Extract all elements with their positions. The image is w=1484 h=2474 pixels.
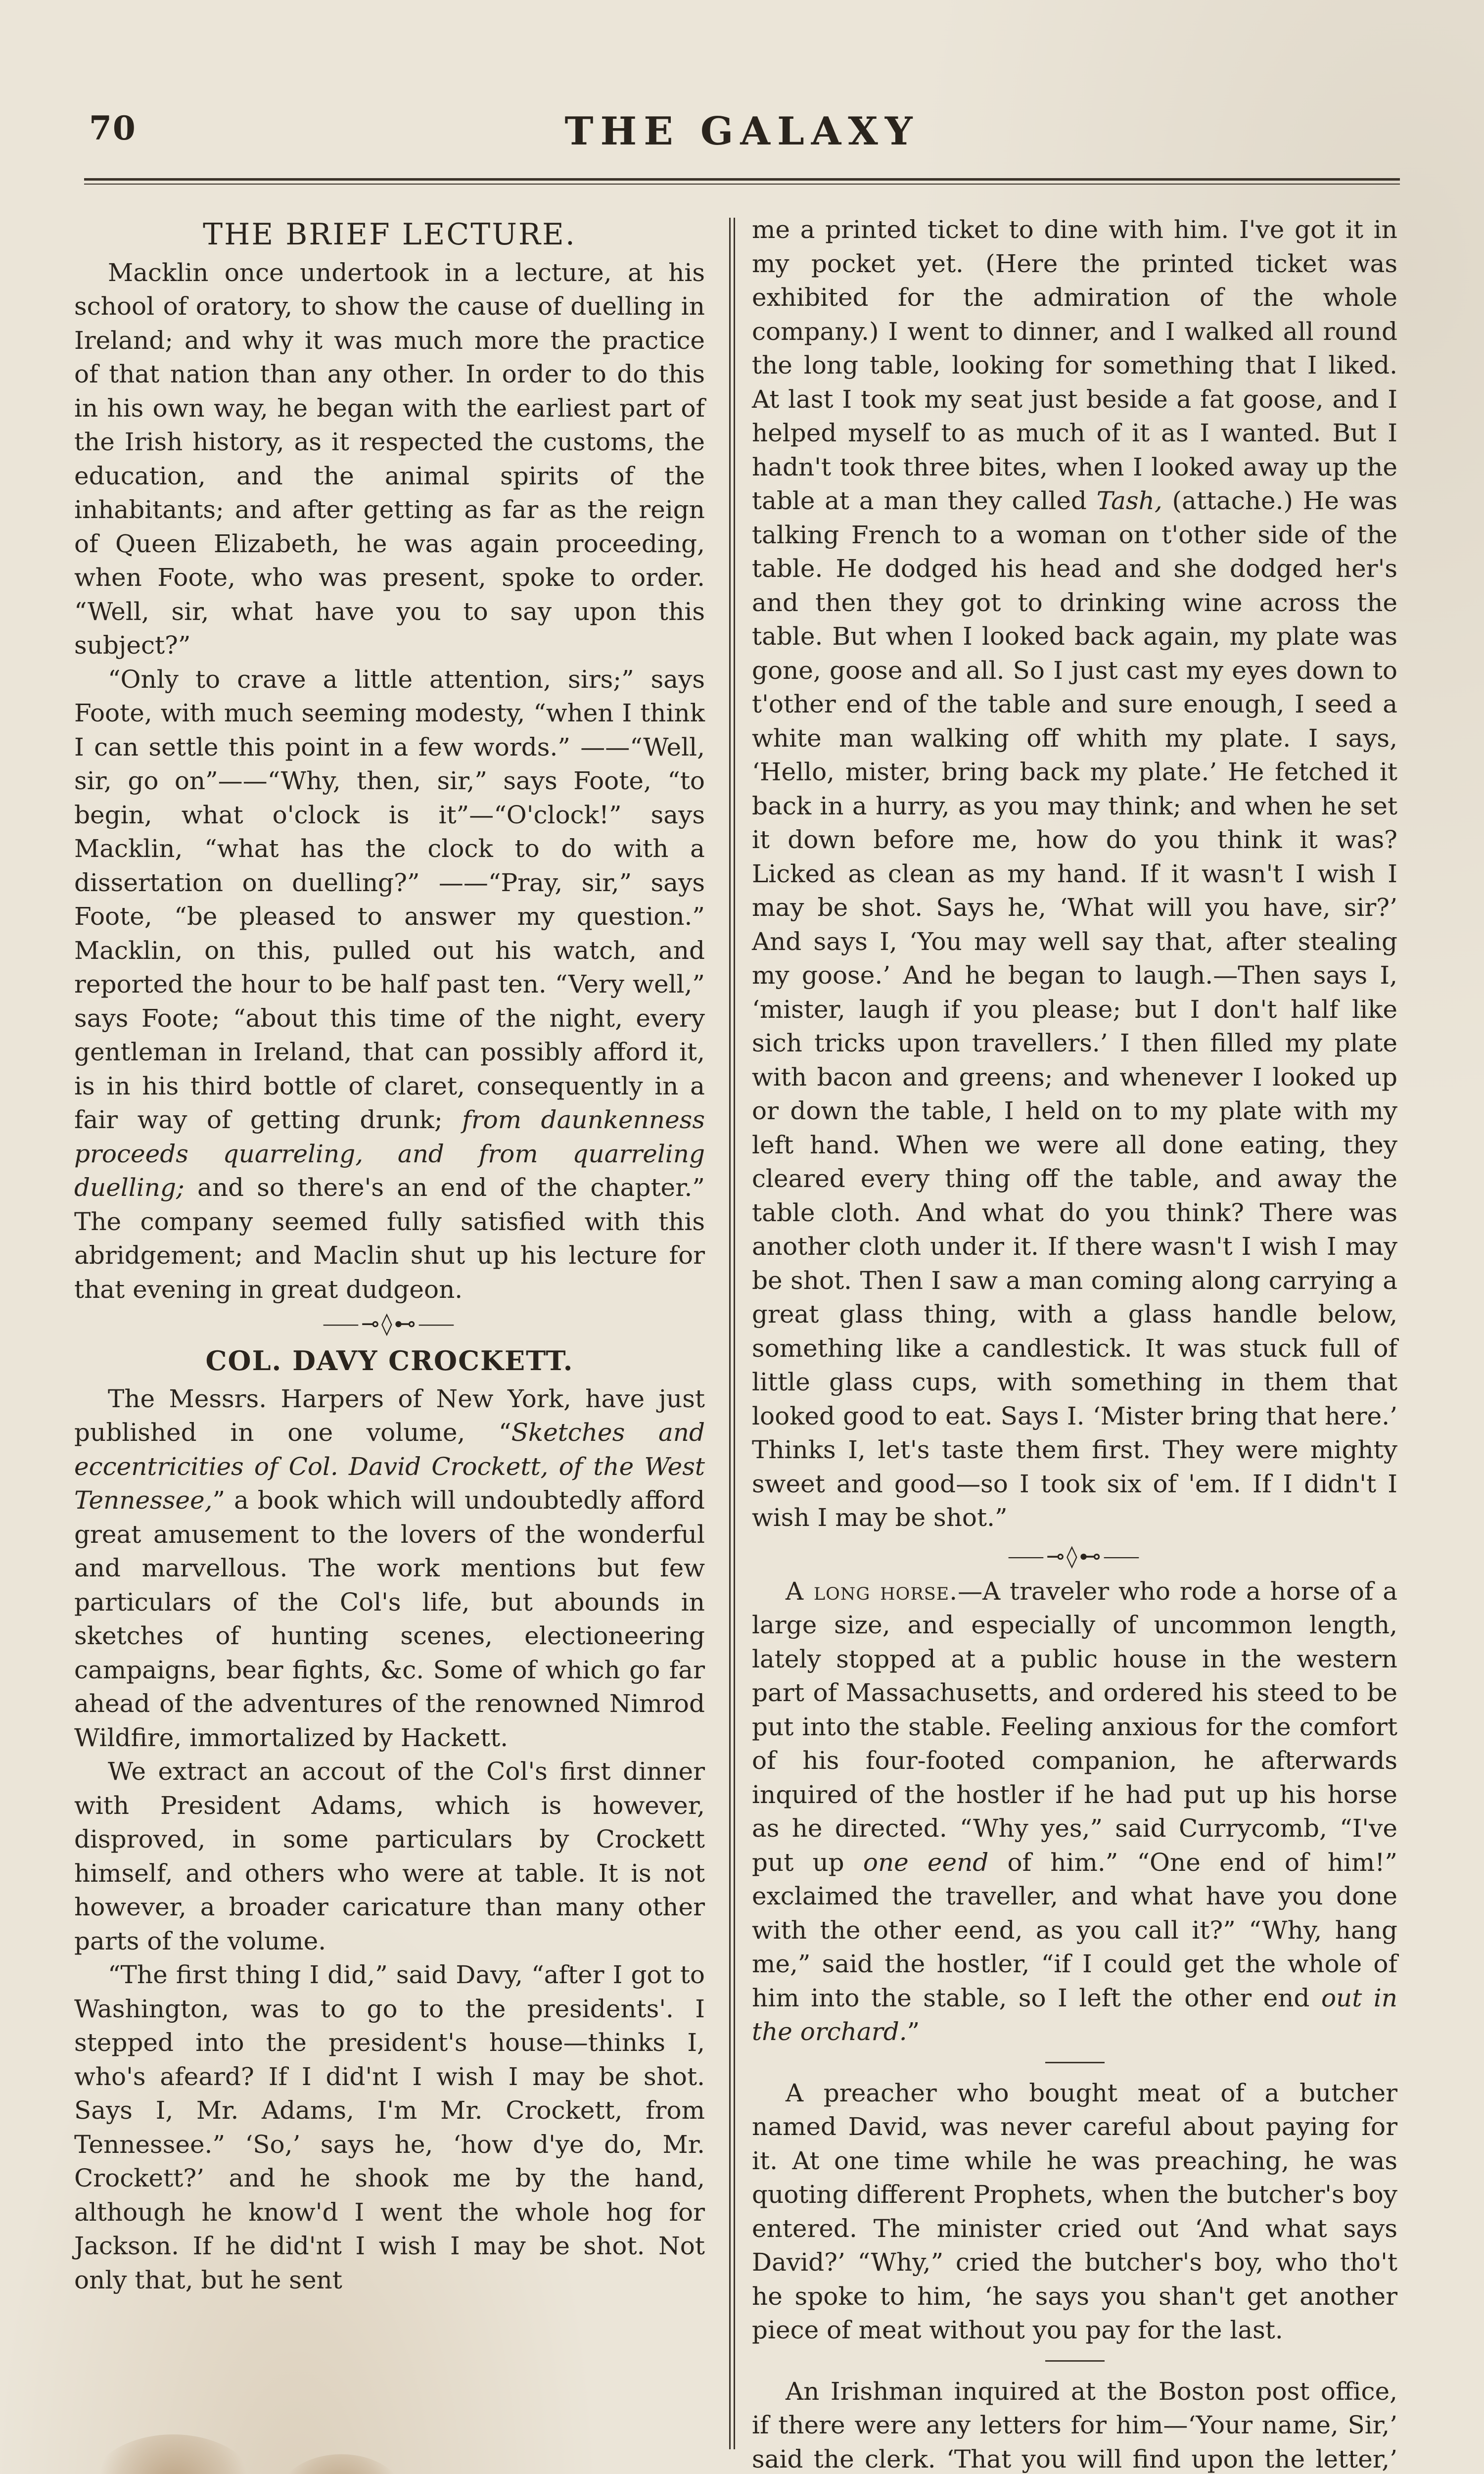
page-header (84, 104, 1400, 163)
section-ornament: ⸺⊸◊⊷⸺ (322, 1311, 457, 1336)
crockett-text: me a printed ticket to dine with him. I've got it in my pocket yet. (Here the printed ticket was exhibited for the admiration of the whole company.) I went to dinner, and I walked all round the long table, looking for something that I liked. At last I took my seat just beside a fat goose, and I helped myself to as much of it as I wanted. But I hadn't took three bites, when I looked away up the table at a man they called (752, 215, 1397, 515)
preacher-paragraph: A preacher who bought meat of a butcher named David, was never careful about paying for it. At one time while he was preaching, he was quoting different Prophets, when the butcher's boy entered. The minister cried out ‘And what says David?’ “Why,” cried the butcher's boy, who tho't he spoke to him, ‘he says you shan't get another piece of meat without you pay for the last. (752, 2078, 1397, 2344)
long-horse-text: —A traveler who rode a horse of a large size, and especially of uncommon length, lately stopped at a public house in the western part of Massachusetts, and ordered his steed to be put into the stable. Feeling anxious for the comfort of his four-footed companion, he afterwards inquired of the hostler if he had put up his horse as he directed. “Why yes,” said Currycomb, “I've put up (752, 1576, 1398, 1877)
section-ornament: ⸺⊸◊⊷⸺ (1007, 1543, 1142, 1569)
brief-lecture-text: “Only to crave a little attention, sirs;” says Foote, with much seeming modesty, “when I think I can settle this point in a few words.” ——“Well, sir, go on”——“Why, then, sir,” says Foote, “to begin, what o'clock is it”—“O'clock!” says Macklin, “what has the clock to do with a dissertation on duelling?” ——“Pray, sir,” says Foote, “be pleased to answer my question.” Macklin, on this, pulled out his watch, and reported the hour to be half past ten. “Very well,” says Foote; “about this time of the night, every gentleman in Ireland, that can possibly afford it, is in his third bottle of claret, consequently in a fair way of getting drunk; (74, 665, 705, 1134)
crockett-book-title: Sketches and eccentricities of Col. David Crockett, of the West Tennessee, (74, 1418, 705, 1515)
crockett-title: COL. DAVY CROCKETT. (205, 1345, 574, 1377)
crockett-paragraph: “The first thing I did,” said Davy, “after I got to Washington, was to go to the presidents'. I stepped into the president's house—thinks I, who's afeard? If I did'nt I wish I may be shot. Says I, Mr. Adams, I'm Mr. Crockett, from Tennessee.” ‘So,’ says he, ‘how d'ye do, Mr. Crockett?’ and he shook me by the hand, although he know'd I went the whole hog for Jackson. If he did'nt I wish I may be shot. Not only that, but he sent (74, 1960, 705, 2294)
crockett-text: ” a book which will undoubtedly afford great amusement to the lovers of the wonderful and marvellous. The work mentions but few particulars of the Col's life, but abounds in sketches of hunting scenes, electioneering campaigns, bear fights, &c. Some of which go far ahead of the adventures of the renowned Nimrod Wildfire, immortalized by Hackett. (74, 1486, 705, 1752)
crockett-italic: Tash, (1096, 486, 1162, 515)
long-horse-italic: one eend (863, 1848, 989, 1877)
long-horse-paragraph (752, 1574, 1397, 2049)
right-column (752, 213, 1397, 2474)
brief-lecture-title: THE BRIEF LECTURE. (203, 217, 576, 252)
long-horse-text: of him.” “One end of him!” exclaimed the traveller, and what have you done with the other eend, as you call it?” “Why, hang me,” said the hostler, “if I could get the whole of him into the stable, so I left the other end (752, 1848, 1397, 2012)
left-column (74, 213, 705, 2297)
section-rule (1045, 2062, 1105, 2063)
brief-lecture-text: and so there's an end of the chapter.” The company seemed fully satisfied with this abridgement; and Maclin shut up his lecture for that evening in great dudgeon. (74, 1173, 705, 1304)
long-horse-italic: out in the orchard. (752, 1983, 1398, 2046)
stain-mark (89, 2434, 257, 2474)
long-horse-text: ” (907, 2017, 920, 2046)
crockett-continuation (752, 213, 1397, 1535)
irishman-paragraph: An Irishman inquired at the Boston post office, if there were any letters for him—‘Your name, Sir,’ said the clerk. ‘That you will find upon the letter,’ (752, 2377, 1397, 2474)
brief-lecture-italic: from daunkenness proceeds quarreling, and from quarreling duelling; (74, 1105, 705, 1202)
section-rule (1045, 2360, 1105, 2362)
brief-lecture-paragraph (74, 663, 705, 1307)
crockett-paragraph: We extract an accout of the Col's first dinner with President Adams, which is however, disproved, in some particulars by Crockett himself, and others who were at table. It is not however, a broader caricature than many other parts of the volume. (74, 1757, 705, 1955)
crockett-paragraph (74, 1382, 705, 1755)
brief-lecture-paragraph: Macklin once undertook in a lecture, at his school of oratory, to show the cause of duelling in Ireland; and why it was much more the practice of that nation than any other. In order to do this in his own way, he began with the earliest part of the Irish history, as it respected the customs, the education, and the animal spirits of the inhabitants; and after getting as far as the reign of Queen Elizabeth, he was again proceeding, when Foote, who was present, spoke to order. “Well, sir, what have you to say upon this subject?” (74, 258, 705, 660)
crockett-text: The Messrs. Harpers of New York, have just published in one volume, “ (74, 1384, 705, 1447)
column-divider (729, 218, 735, 2449)
stain-mark (277, 2454, 406, 2474)
header-rule (84, 178, 1400, 185)
running-title: THE GALAXY (564, 109, 920, 154)
page-number: 70 (89, 109, 137, 147)
crockett-text: (attache.) He was talking French to a woman on t'other side of the table. He dodged his head and she dodged her's and then they got to drinking wine across the table. But when I looked back again, my plate was gone, goose and all. So I just cast my eyes down to t'other end of the table and sure enough, I seed a white man walking off whith my plate. I says, ‘Hello, mister, bring back my plate.’ He fetched it back in a hurry, as you may think; and when he set it down before me, how do you think it was? Licked as clean as my hand. If it wasn't I wish I may be shot. Says he, ‘What will you have, sir?’ And says I, ‘You may well say that, after stealing my goose.’ And he began to laugh.—Then says I, ‘mister, laugh if you please; but I don't half like sich tricks upon travellers.’ I then filled my plate with bacon and greens; and whenever I looked up or down the table, I held on to my plate with my left hand. When we were all done eating, they cleared every thing off the table, and away the table cloth. And what do you think? There was another cloth under it. If there wasn't I wish I may be shot. Then I saw a man coming along carrying a great glass thing, with a glass handle below, something like a candlestick. It was stuck full of little glass cups, with something in them that looked good to eat. Says I. ‘Mister bring that here.’ Thinks I, let's taste them first. They were mighty sweet and good—so I took six of 'em. If I didn't I wish I may be shot.” (752, 486, 1397, 1532)
long-horse-lead: A long horse. (786, 1576, 958, 1606)
